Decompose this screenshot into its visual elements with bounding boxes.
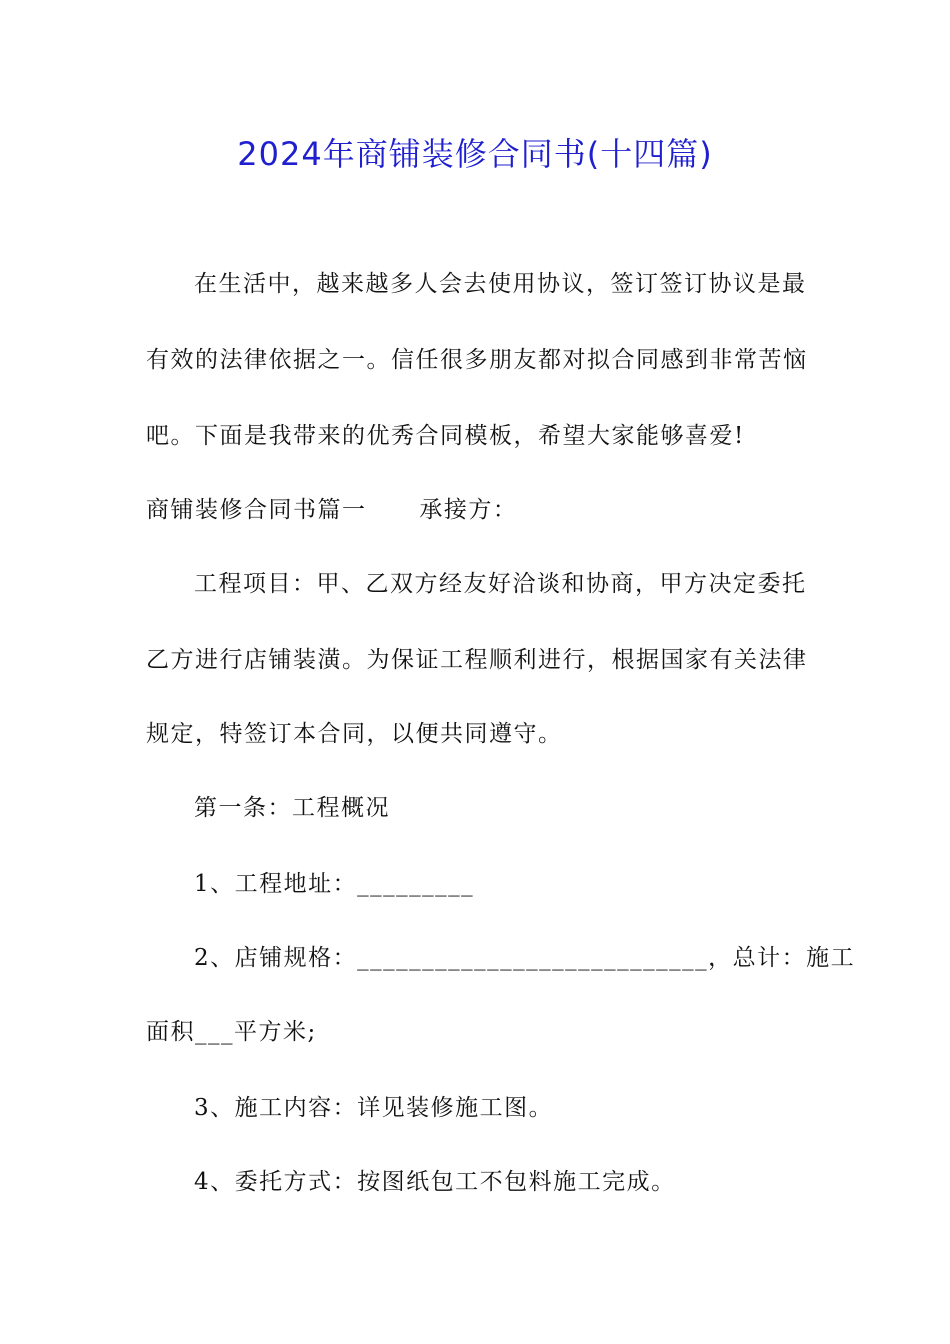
intro-line-3: 吧。下面是我带来的优秀合同模板，希望大家能够喜爱! [146, 423, 745, 449]
document-title: 2024年商铺装修合同书(十四篇) [237, 135, 713, 173]
project-line-3: 规定，特签订本合同，以便共同遵守。 [146, 721, 563, 747]
project-line-2: 乙方进行店铺装潢。为保证工程顺利进行，根据国家有关法律 [146, 647, 808, 673]
intro-line-2: 有效的法律依据之一。信任很多朋友都对拟合同感到非常苦恼 [146, 347, 808, 373]
clause-specs-line-2: 面积___平方米; [146, 1019, 317, 1045]
clause-address: 1、工程地址：_________ [194, 871, 475, 897]
project-line-1: 工程项目：甲、乙双方经友好洽谈和协商，甲方决定委托 [194, 571, 807, 597]
clause-method: 4、委托方式：按图纸包工不包料施工完成。 [194, 1169, 676, 1195]
clause-specs-line-1: 2、店铺规格：___________________________，总计：施工 [194, 945, 856, 971]
section-heading-line: 商铺装修合同书篇一 承接方： [146, 497, 518, 523]
article-one-heading: 第一条：工程概况 [194, 795, 390, 821]
intro-line-1: 在生活中，越来越多人会去使用协议，签订签订协议是最 [194, 271, 807, 297]
clause-content: 3、施工内容：详见装修施工图。 [194, 1095, 554, 1121]
